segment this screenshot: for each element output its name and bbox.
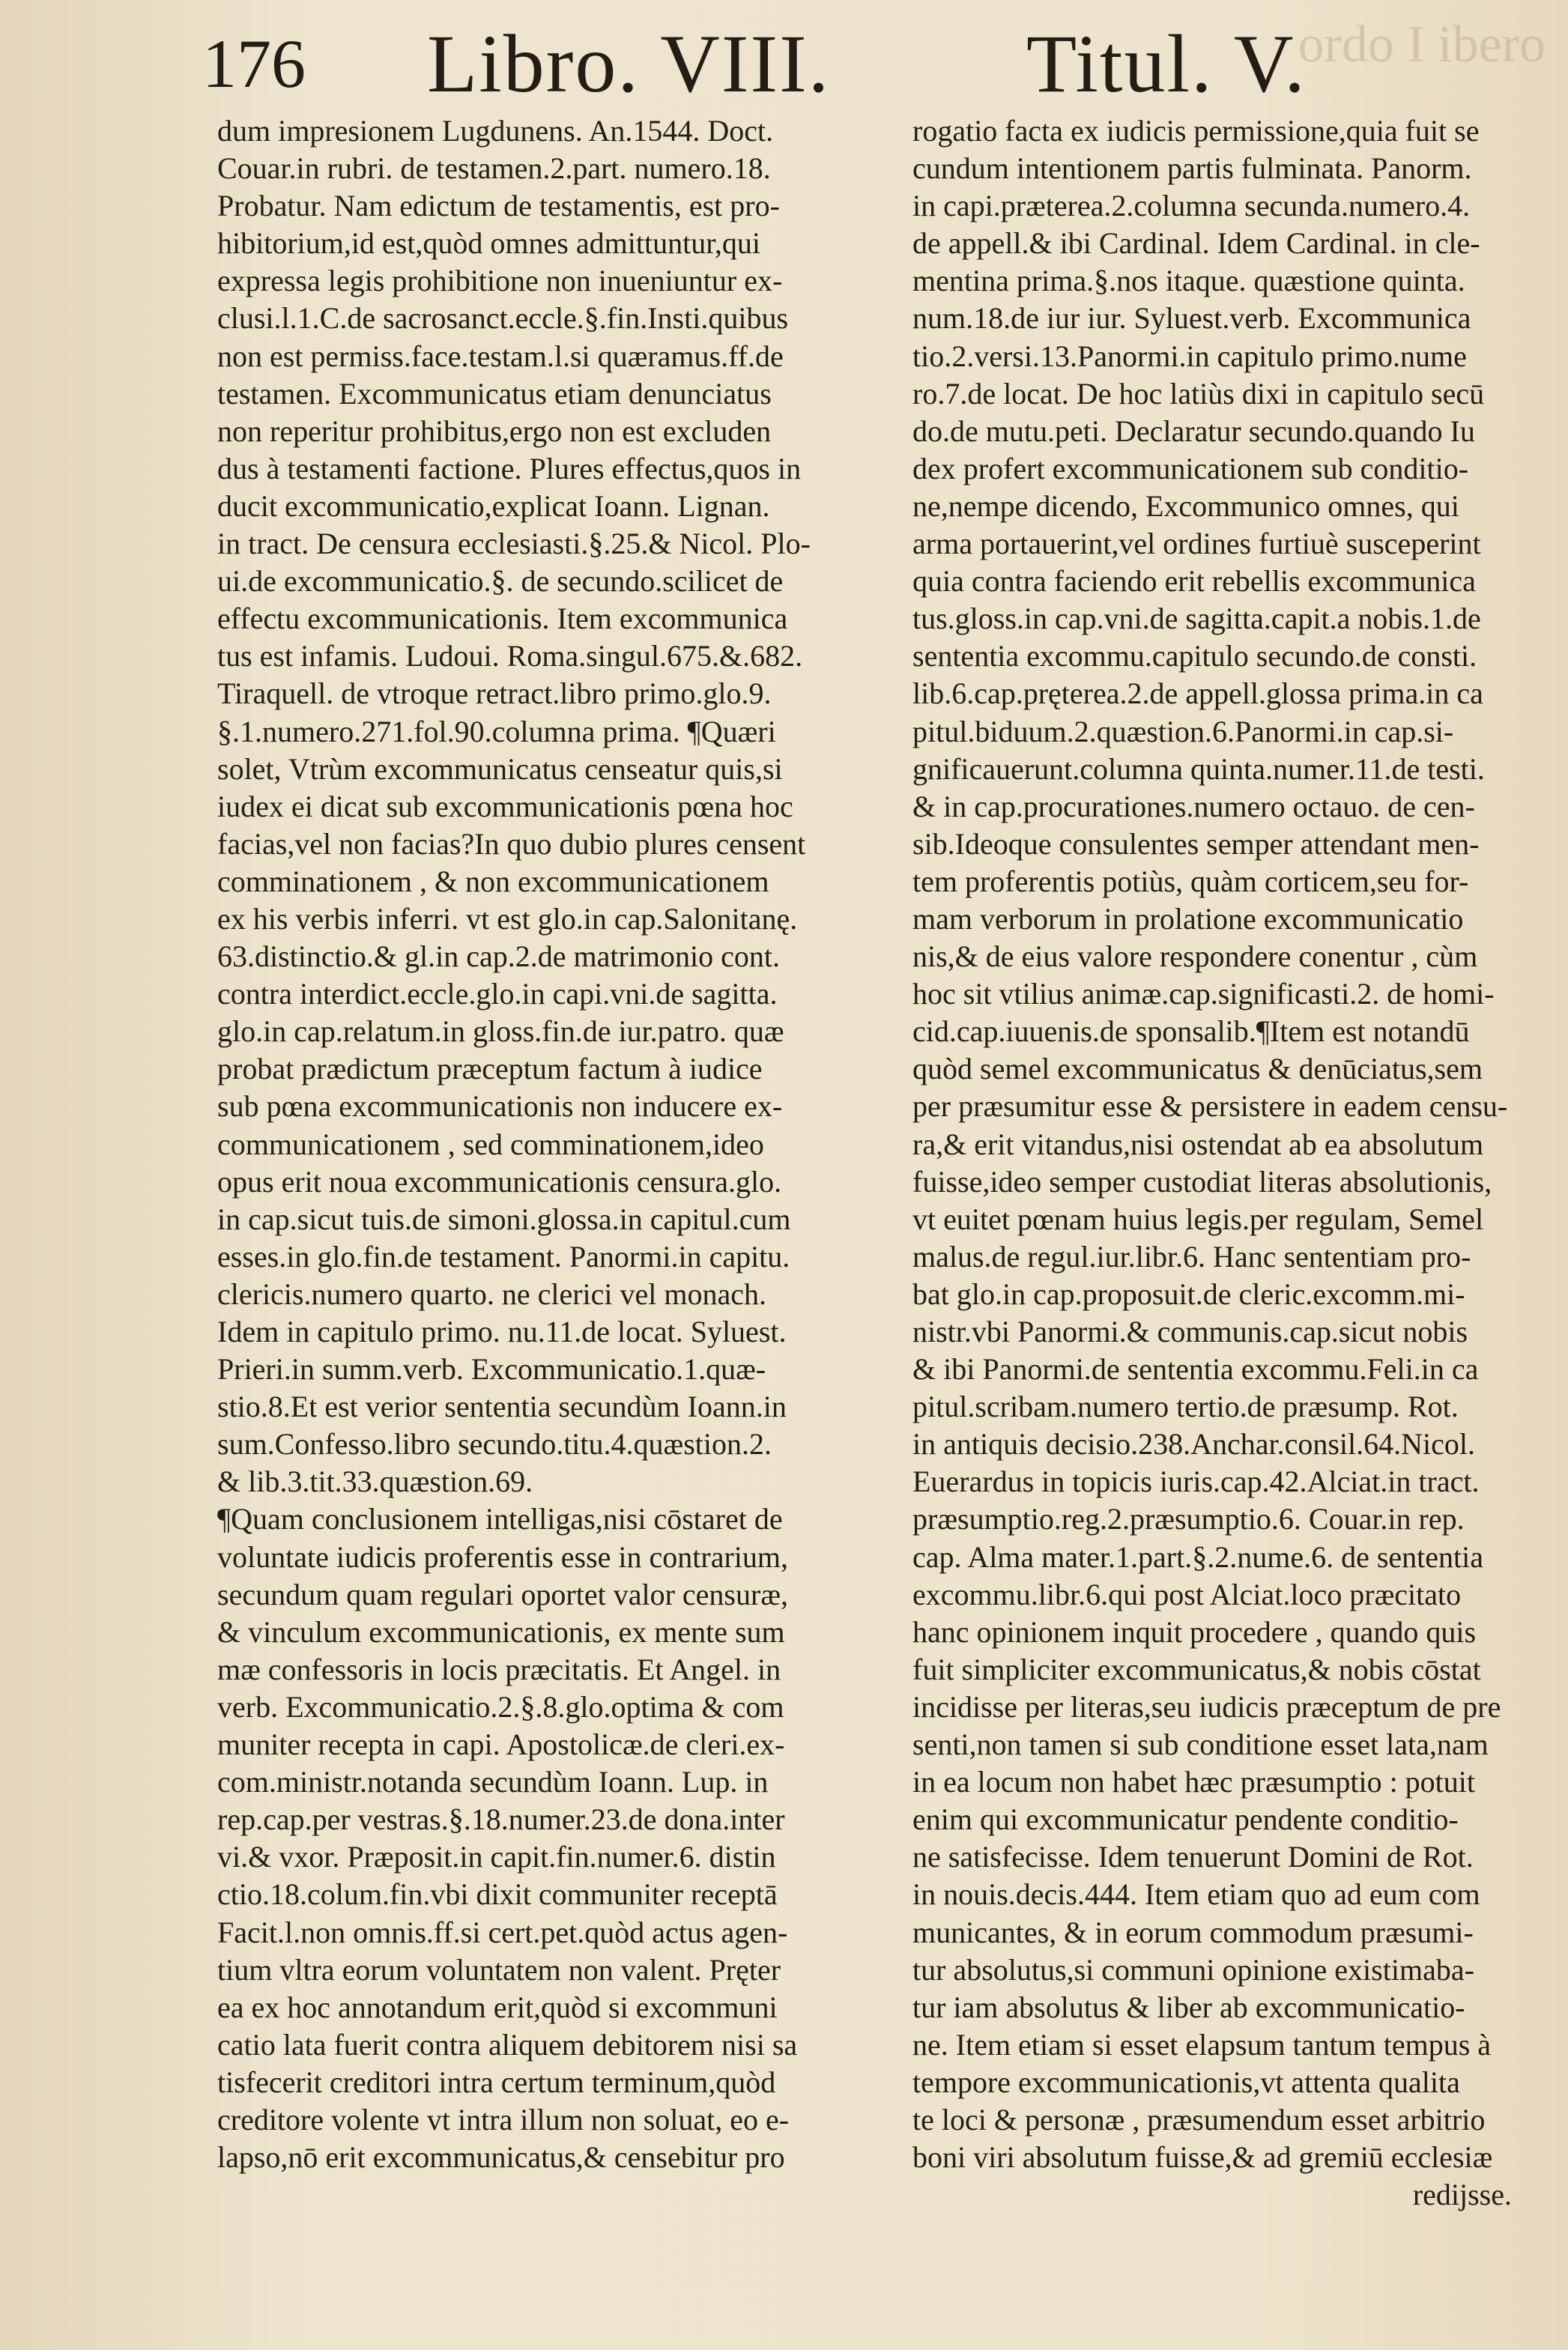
text-line: & vinculum excommunicationis, ex mente sum	[217, 1614, 785, 1649]
text-line: verb. Excommunicatio.2.§.8.glo.optima & com	[217, 1689, 784, 1724]
text-line: clericis.numero quarto. ne clerici vel monach.	[217, 1277, 767, 1311]
text-line: non reperitur prohibitus,ergo non est excluden	[217, 414, 772, 448]
text-line: quia contra faciendo erit rebellis excommunica	[912, 564, 1476, 599]
text-line: secundum quam regulari oportet valor censuræ,	[217, 1577, 788, 1611]
text-line: sententia excommu.capitulo secundo.de consti.	[912, 639, 1477, 673]
text-line: solet, Vtrùm excommunicatus censeatur quis,si	[217, 751, 783, 786]
text-line: in ea locum non habet hæc præsumptio : potuit	[912, 1765, 1476, 1799]
text-line: creditore volente vt intra illum non soluat, eo e-	[217, 2102, 790, 2136]
text-line: in nouis.decis.444. Item etiam quo ad eum com	[912, 1877, 1480, 1912]
text-line: rep.cap.per vestras.§.18.numer.23.de dona.inter	[217, 1802, 785, 1837]
text-line: pitul.scribam.numero tertio.de præsump. Rot.	[912, 1390, 1459, 1424]
text-line: ¶Quam conclusionem intelligas,nisi cōstaret de	[217, 1502, 783, 1536]
text-line: testamen. Excommunicatus etiam denunciatus	[217, 376, 772, 411]
text-line: tempore excommunicationis,vt attenta qualita	[912, 2065, 1460, 2099]
text-line: contra interdict.eccle.glo.in capi.vni.de sagitta.	[217, 977, 778, 1011]
text-line: pitul.biduum.2.quæstion.6.Panormi.in cap.si-	[912, 714, 1454, 748]
text-line: nistr.vbi Panormi.& communis.cap.sicut nobis	[912, 1315, 1468, 1348]
text-line: muniter recepta in capi. Apostolicæ.de cleri.ex-	[217, 1727, 785, 1762]
text-line: tus.gloss.in cap.vni.de sagitta.capit.a nobis.1.de	[912, 602, 1481, 636]
text-line: fuisse,ideo semper custodiat literas absolutionis,	[912, 1164, 1492, 1199]
text-line: senti,non tamen si sub conditione esset lata,nam	[912, 1727, 1489, 1762]
text-line: in antiquis decisio.238.Anchar.consil.64.Nicol.	[912, 1427, 1475, 1462]
text-line: gnificauerunt.columna quinta.numer.11.de testi.	[912, 751, 1485, 786]
text-line: ui.de excommunicatio.§. de secundo.scilicet de	[217, 564, 784, 599]
text-line: ex his verbis inferri. vt est glo.in cap.Salonitanę.	[217, 901, 798, 936]
right-text-column	[912, 112, 1512, 2214]
text-line: non est permiss.face.testam.l.si quæramus.ff.de	[217, 339, 784, 373]
text-line: enim qui excommunicatur pendente conditio-	[912, 1802, 1459, 1837]
text-line: ro.7.de locat. De hoc latiùs dixi in capitulo secū	[912, 376, 1485, 411]
text-line: in capi.præterea.2.columna secunda.numero.4.	[912, 189, 1471, 223]
text-line: nis,& de eius valore respondere conentur , cùm	[912, 939, 1478, 974]
text-line: te loci & personæ , præsumendum esset arbitrio	[912, 2102, 1486, 2136]
text-line: esses.in glo.fin.de testament. Panormi.in capitu.	[217, 1239, 790, 1274]
text-line: tium vltra eorum voluntatem non valent. Pręter	[217, 1952, 781, 1987]
text-line: probat prædictum præceptum factum à iudice	[217, 1052, 763, 1086]
text-line: ea ex hoc annotandum erit,quòd si excommuni	[217, 1990, 778, 2024]
text-line: sum.Confesso.libro secundo.titu.4.quæstion.2.	[217, 1427, 772, 1462]
text-line: §.1.numero.271.fol.90.columna prima. ¶Quæri	[217, 714, 776, 748]
text-line: de appell.& ibi Cardinal. Idem Cardinal. in cle-	[912, 226, 1480, 261]
text-line: municantes, & in eorum commodum præsumi-	[912, 1915, 1474, 1949]
text-line: rogatio facta ex iudicis permissione,quia fuit se	[912, 114, 1480, 148]
text-line: ducit excommunicatio,explicat Ioann. Lignan.	[217, 488, 770, 523]
text-line: Couar.in rubri. de testamen.2.part. numero.18.	[217, 151, 771, 186]
text-line: tio.2.versi.13.Panormi.in capitulo primo.nume	[912, 339, 1467, 373]
text-line: opus erit noua excommunicationis censura.glo.	[217, 1164, 782, 1199]
text-line: lapso,nō erit excommunicatus,& censebitur pro	[217, 2140, 785, 2175]
text-line: ra,& erit vitandus,nisi ostendat ab ea absolutum	[912, 1127, 1484, 1161]
text-line: Tiraquell. de vtroque retract.libro primo.glo.9.	[217, 676, 772, 711]
text-line: stio.8.Et est verior sententia secundùm Ioann.in	[217, 1390, 787, 1424]
text-line: tur iam absolutus & liber ab excommunicatio-	[912, 1990, 1465, 2024]
left-text-column	[217, 112, 869, 2176]
text-line: ctio.18.colum.fin.vbi dixit communiter receptā	[217, 1877, 778, 1912]
text-line: hoc sit vtilius animæ.cap.significasti.2. de homi-	[912, 977, 1495, 1011]
text-line: incidisse per literas,seu iudicis præceptum de pre	[912, 1689, 1501, 1724]
text-line: hanc opinionem inquit procedere , quando quis	[912, 1614, 1477, 1649]
text-line: vi.& vxor. Præposit.in capit.fin.numer.6. distin	[217, 1840, 776, 1874]
text-line: Euerardus in topicis iuris.cap.42.Alciat.in tract.	[912, 1465, 1480, 1499]
text-line: præsumptio.reg.2.præsumptio.6. Couar.in rep.	[912, 1502, 1465, 1536]
text-line: cid.cap.iuuenis.de sponsalib.¶Item est notandū	[912, 1014, 1470, 1049]
text-line: tus est infamis. Ludoui. Roma.singul.675.&.682.	[217, 639, 803, 673]
text-line: in tract. De censura ecclesiasti.§.25.& Nicol. Plo-	[217, 527, 811, 561]
text-line: comminationem , & non excommunicationem	[217, 864, 769, 898]
text-line: mam verborum in prolatione excommunicatio	[912, 901, 1464, 936]
running-head-title: Titul. V.	[1026, 18, 1307, 109]
text-line: hibitorium,id est,quòd omnes admittuntur,qui	[217, 226, 761, 261]
text-line: ne satisfecisse. Idem tenuerunt Domini de Rot.	[912, 1840, 1474, 1874]
page-header	[202, 16, 1456, 109]
text-line: cap. Alma mater.1.part.§.2.nume.6. de sententia	[912, 1539, 1483, 1574]
text-line: & in cap.procurationes.numero octauo. de cen-	[912, 789, 1475, 823]
text-line: clusi.l.1.C.de sacrosanct.eccle.§.fin.Insti.quibus	[217, 301, 789, 336]
text-line: dex profert excommunicationem sub conditio-	[912, 451, 1469, 485]
text-line: Facit.l.non omnis.ff.si cert.pet.quòd actus agen-	[217, 1915, 788, 1949]
text-line: sub pœna excommunicationis non inducere ex-	[217, 1089, 783, 1124]
text-line: Idem in capitulo primo. nu.11.de locat. Syluest.	[217, 1315, 787, 1348]
text-line: do.de mutu.peti. Declaratur secundo.quando Iu	[912, 414, 1475, 448]
running-head-book: Libro. VIII.	[427, 18, 831, 109]
text-line: dum impresionem Lugdunens. An.1544. Doct.	[217, 114, 774, 148]
text-line: glo.in cap.relatum.in gloss.fin.de iur.patro. quæ	[217, 1014, 784, 1049]
text-line: ne. Item etiam si esset elapsum tantum tempus à	[912, 2027, 1492, 2062]
text-line: bat glo.in cap.proposuit.de cleric.excomm.mi-	[912, 1277, 1465, 1311]
text-line: effectu excommunicationis. Item excommunica	[217, 602, 788, 636]
text-line: sib.Ideoque consulentes semper attendant men-	[912, 826, 1480, 861]
text-line: ne,nempe dicendo, Excommunico omnes, qui	[912, 488, 1459, 523]
text-line: cundum intentionem partis fulminata. Panorm.	[912, 151, 1472, 186]
text-line: mentina prima.§.nos itaque. quæstione quinta.	[912, 264, 1465, 298]
text-line: com.ministr.notanda secundùm Ioann. Lup. in	[217, 1765, 769, 1799]
text-line: per præsumitur esse & persistere in eadem censu-	[912, 1089, 1508, 1124]
text-line: excommu.libr.6.qui post Alciat.loco præcitato	[912, 1577, 1462, 1611]
text-line: & lib.3.tit.33.quæstion.69.	[217, 1465, 533, 1499]
text-line: facias,vel non facias?In quo dubio plures censent	[217, 826, 806, 861]
text-line: fuit simpliciter excommunicatus,& nobis cōstat	[912, 1652, 1481, 1686]
text-line: 63.distinctio.& gl.in cap.2.de matrimonio cont.	[217, 939, 780, 974]
text-line: mæ confessoris in locis præcitatis. Et Angel. in	[217, 1652, 781, 1686]
text-line: quòd semel excommunicatus & denūciatus,sem	[912, 1052, 1483, 1086]
text-line: expressa legis prohibitione non inueniuntur ex-	[217, 264, 783, 298]
text-line: tisfecerit creditori intra certum terminum,quòd	[217, 2065, 776, 2099]
text-line: & ibi Panormi.de sententia excommu.Feli.in ca	[912, 1352, 1479, 1387]
text-line: communicationem , sed comminationem,ideo	[217, 1127, 764, 1161]
text-line: Probatur. Nam edictum de testamentis, est pro-	[217, 189, 780, 223]
bleed-through-text: ordo I ibero	[1298, 16, 1546, 73]
text-line: redijsse.	[1412, 2178, 1512, 2212]
text-line: catio lata fuerit contra aliquem debitorem nisi sa	[217, 2027, 798, 2062]
text-line: arma portauerint,vel ordines furtiuè susceperint	[912, 527, 1481, 561]
page-number: 176	[202, 25, 306, 102]
text-line: num.18.de iur iur. Syluest.verb. Excommunica	[912, 301, 1471, 336]
text-line: tur absolutus,si communi opinione existimaba-	[912, 1952, 1474, 1987]
text-line: tem proferentis potiùs, quàm corticem,seu for-	[912, 864, 1469, 898]
text-line: in cap.sicut tuis.de simoni.glossa.in capitul.cum	[217, 1202, 791, 1236]
text-line: iudex ei dicat sub excommunicationis pœna hoc	[217, 789, 793, 823]
text-line: boni viri absolutum fuisse,& ad gremiū ecclesiæ	[912, 2140, 1493, 2175]
text-line: malus.de regul.iur.libr.6. Hanc sententiam pro-	[912, 1239, 1471, 1274]
text-line: lib.6.cap.pręterea.2.de appell.glossa prima.in ca	[912, 676, 1483, 711]
text-line: dus à testamenti factione. Plures effectus,quos in	[217, 451, 802, 485]
text-line: Prieri.in summ.verb. Excommunicatio.1.quæ-	[217, 1352, 766, 1387]
text-line: vt euitet pœnam huius legis.per regulam, Semel	[912, 1202, 1484, 1236]
text-line: voluntate iudicis proferentis esse in contrarium,	[217, 1539, 789, 1574]
